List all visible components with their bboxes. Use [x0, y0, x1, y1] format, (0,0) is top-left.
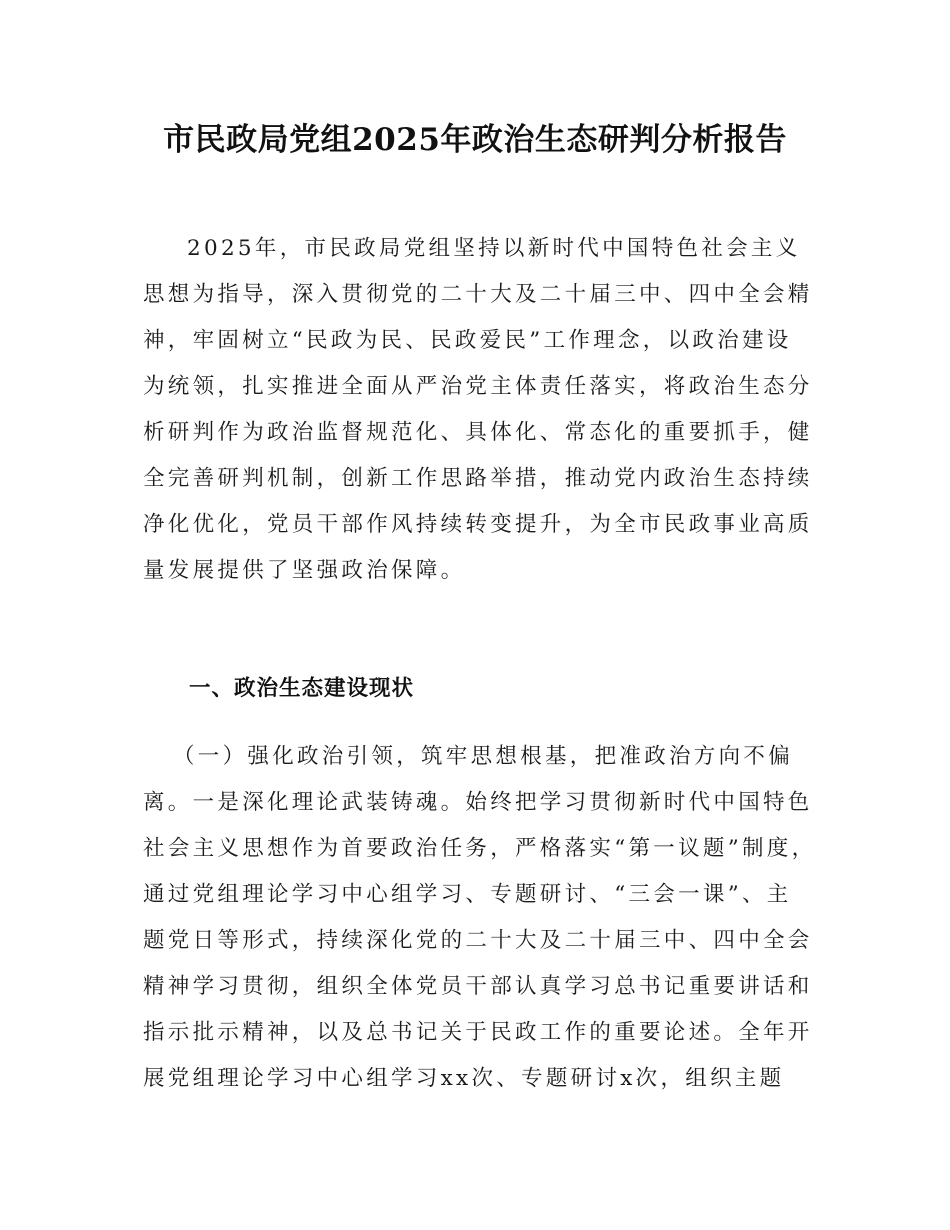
paragraph-line: 展党组理论学习中心组学习xx次、专题研讨x次，组织主题 — [143, 1066, 785, 1091]
paragraph-line: 通过党组理论学习中心组学习、专题研讨、“三会一课”、主 — [143, 882, 792, 907]
document-title: 市民政局党组2025年政治生态研判分析报告 — [163, 122, 787, 158]
paragraph-line: 2025年，市民政局党组坚持以新时代中国特色社会主义 — [187, 236, 801, 261]
paragraph-line: 指示批示精神，以及总书记关于民政工作的重要论述。全年开 — [143, 1020, 813, 1045]
paragraph-line: 思想为指导，深入贯彻党的二十大及二十届三中、四中全会精 — [143, 282, 813, 307]
paragraph-line: 神，牢固树立“民政为民、民政爱民”工作理念，以政治建设 — [143, 328, 792, 353]
paragraph-line: 题党日等形式，持续深化党的二十大及二十届三中、四中全会 — [143, 928, 813, 953]
intro-paragraph — [143, 226, 815, 594]
paragraph-line: 社会主义思想作为首要政治任务，严格落实“第一议题”制度， — [143, 836, 817, 861]
paragraph-line: 析研判作为政治监督规范化、具体化、常态化的重要抓手，健 — [143, 420, 813, 445]
paragraph-line: 离。一是深化理论武装铸魂。始终把学习贯彻新时代中国特色 — [143, 790, 813, 815]
paragraph-line: 精神学习贯彻，组织全体党员干部认真学习总书记重要讲话和 — [143, 974, 813, 999]
paragraph-line: 净化优化，党员干部作风持续转变提升，为全市民政事业高质 — [143, 512, 813, 537]
subsection-paragraph — [143, 734, 815, 1102]
paragraph-line: 全完善研判机制，创新工作思路举措，推动党内政治生态持续 — [143, 466, 813, 491]
paragraph-line: 为统领，扎实推进全面从严治党主体责任落实，将政治生态分 — [143, 374, 813, 399]
paragraph-line: 量发展提供了坚强政治保障。 — [143, 558, 466, 583]
paragraph-line: （一）强化政治引领，筑牢思想根基，把准政治方向不偏 — [173, 744, 794, 769]
section-heading: 一、政治生态建设现状 — [189, 676, 415, 701]
